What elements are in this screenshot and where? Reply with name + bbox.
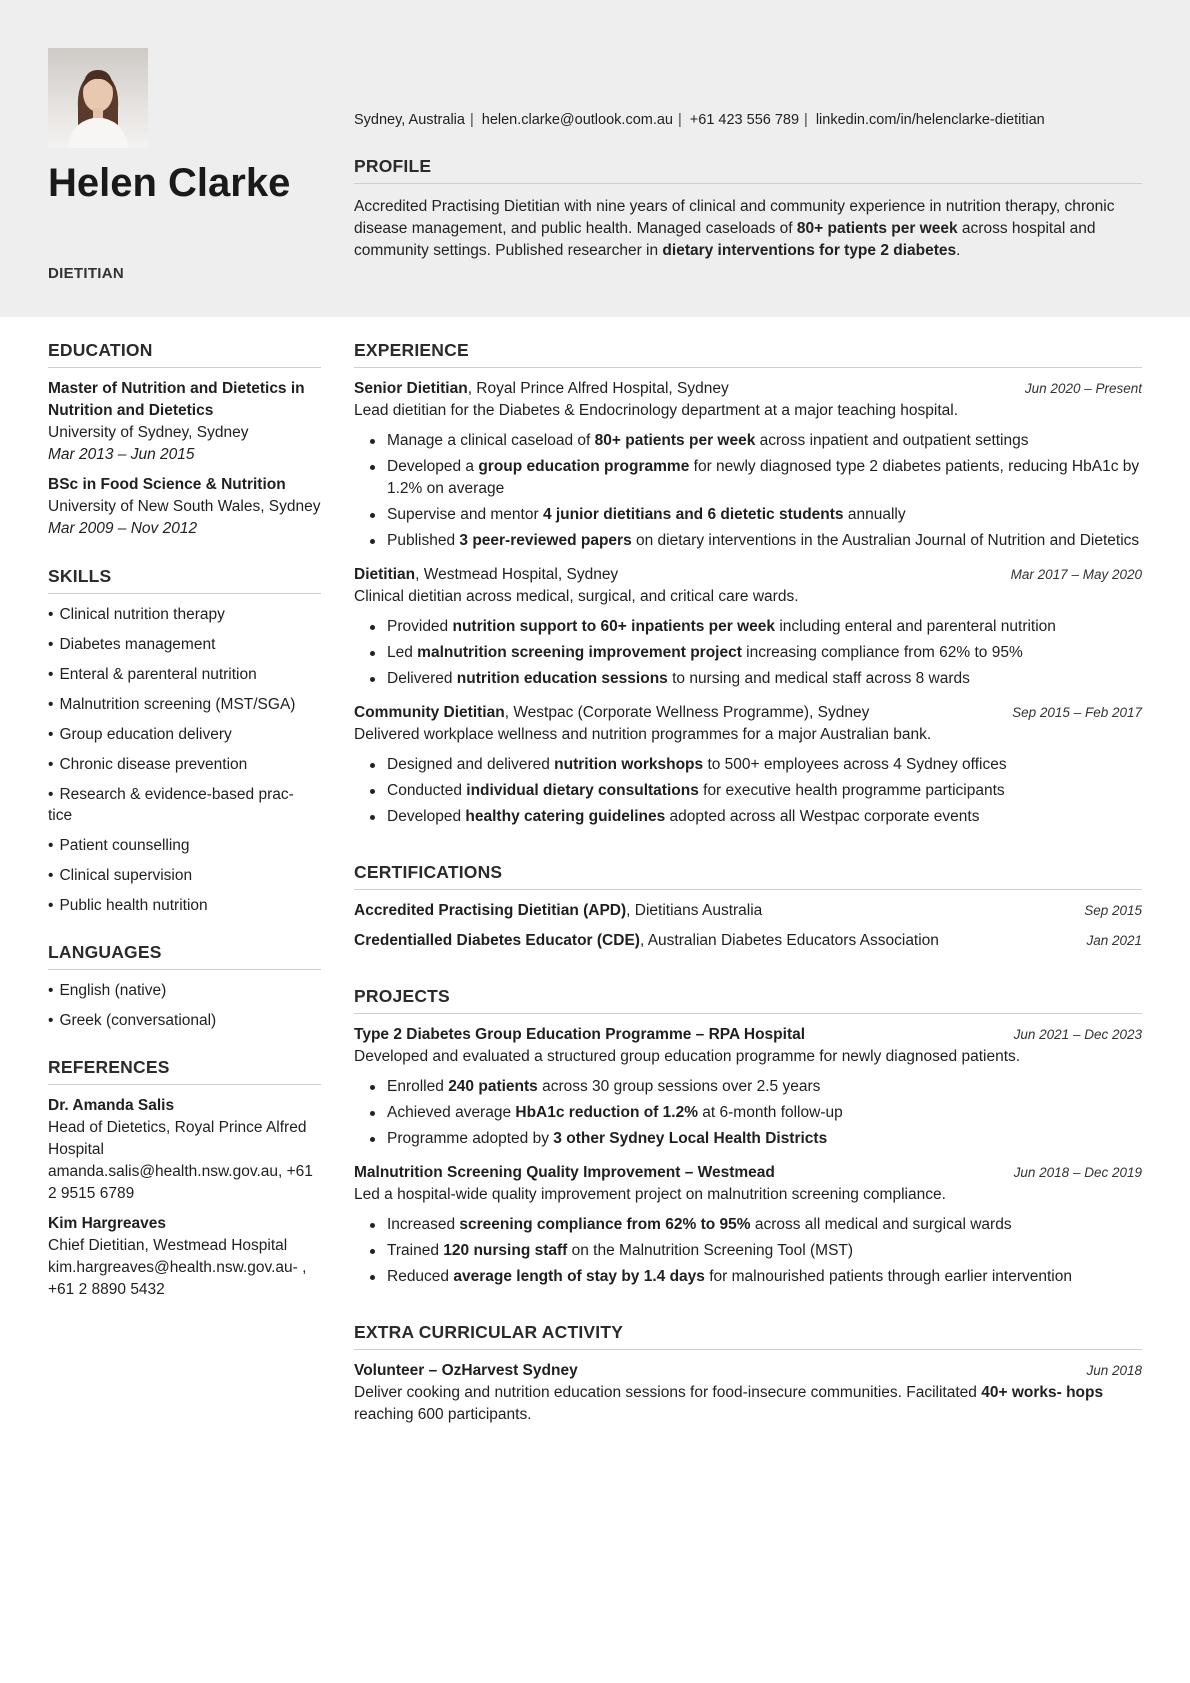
projects-title: PROJECTS — [354, 986, 1142, 1014]
reference-contact: kim.hargreaves@health.nsw.gov.au- , +61 2 8890 5432 — [48, 1259, 307, 1298]
references-title: REFERENCES — [48, 1057, 321, 1085]
education-dates: Mar 2009 – Nov 2012 — [48, 520, 198, 537]
job-bullet: Developed a group education programme for newly diagnosed type 2 diabetes patients, reducing HbA1c by 1.2% on average — [387, 456, 1142, 500]
project-bullet: Reduced average length of stay by 1.4 days for malnourished patients through earlier intervention — [387, 1266, 1142, 1288]
project-bullet: Programme adopted by 3 other Sydney Local Health Districts — [387, 1128, 1142, 1150]
job-bullet: Conducted individual dietary consultations for executive health programme participants — [387, 780, 1142, 802]
reference-contact: amanda.salis@health.nsw.gov.au, +61 2 9515 6789 — [48, 1163, 313, 1202]
location-text: Sydney, Australia — [354, 112, 465, 128]
education-school: University of New South Wales, Sydney — [48, 498, 321, 515]
profile-summary: Accredited Practising Dietitian with nine years of clinical and community experience in nutrition therapy, chronic disease management, and public health. Managed caseloads of 80+ patients per week across hospital and community settings. Published researcher in dietary interventions for type 2 diabetes. — [354, 198, 1115, 259]
job-bullet: Designed and delivered nutrition workshops to 500+ employees across 4 Sydney offices — [387, 754, 1142, 776]
job-title: Dietitian, Westmead Hospital, Sydney — [354, 566, 619, 583]
job-bullet: Supervise and mentor 4 junior dietitians and 6 dietetic students annually — [387, 504, 1142, 526]
skill-item: • Group education delivery — [48, 726, 232, 743]
project-bullet: Trained 120 nursing staff on the Malnutrition Screening Tool (MST) — [387, 1240, 1142, 1262]
languages-section — [48, 942, 321, 1031]
job-description: Delivered workplace wellness and nutrition programmes for a major Australian bank. — [354, 726, 932, 743]
skill-item: • Public health nutrition — [48, 897, 208, 914]
skill-item: • Clinical supervision — [48, 867, 193, 884]
email-link[interactable]: helen.clarke@outlook.com.au — [481, 112, 673, 128]
job-title: Senior Dietitian, Royal Prince Alfred Hospital, Sydney — [354, 380, 729, 397]
language-item: • English (native) — [48, 982, 167, 999]
reference-position: Head of Dietetics, Royal Prince Alfred Hospital — [48, 1119, 307, 1158]
certification-item: Accredited Practising Dietitian (APD), Dietitians Australia Sep 2015 — [354, 902, 1142, 919]
job-entry — [354, 378, 1142, 552]
education-degree: BSc in Food Science & Nutrition — [48, 476, 286, 493]
job-description: Clinical dietitian across medical, surgical, and critical care wards. — [354, 588, 799, 605]
activity-date: Jun 2018 — [1086, 1363, 1142, 1378]
activity-name: Volunteer – OzHarvest Sydney — [354, 1362, 578, 1379]
skill-item: • Enteral & parenteral nutrition — [48, 666, 257, 683]
experience-section — [354, 340, 1142, 828]
candidate-role: DIETITIAN — [48, 265, 125, 282]
header-band — [0, 0, 1190, 317]
education-title: EDUCATION — [48, 340, 321, 368]
contact-line: Sydney, Australia | helen.clarke@outlook.com.au | +61 423 556 789 | linkedin.com/in/helenclarke-dietitian — [354, 112, 1045, 128]
job-entry — [354, 564, 1142, 690]
job-title: Community Dietitian, Westpac (Corporate Wellness Programme), Sydney — [354, 704, 870, 721]
project-name: Type 2 Diabetes Group Education Programme – RPA Hospital — [354, 1026, 806, 1043]
project-description: Developed and evaluated a structured group education programme for newly diagnosed patients. — [354, 1048, 1021, 1065]
linkedin-link[interactable]: linkedin.com/in/helenclarke-dietitian — [815, 112, 1045, 128]
project-description: Led a hospital-wide quality improvement project on malnutrition screening compliance. — [354, 1186, 946, 1203]
reference-name: Dr. Amanda Salis — [48, 1097, 175, 1114]
extra-curricular-section — [354, 1322, 1142, 1426]
certifications-title: CERTIFICATIONS — [354, 862, 1142, 890]
right-column — [354, 340, 1142, 1460]
job-bullet: Delivered nutrition education sessions to nursing and medical staff across 8 wards — [387, 668, 1142, 690]
project-entry — [354, 1162, 1142, 1288]
education-degree: Master of Nutrition and Dietetics in Nutrition and Dietetics — [48, 380, 305, 419]
skill-item: • Diabetes management — [48, 636, 216, 653]
skill-item: • Malnutrition screening (MST/SGA) — [48, 696, 296, 713]
projects-section — [354, 986, 1142, 1288]
activity-description: Deliver cooking and nutrition education sessions for food-insecure communities. Facilitated 40+ works- hops reaching 600 participants. — [354, 1384, 1104, 1423]
job-description: Lead dietitian for the Diabetes & Endocrinology department at a major teaching hospital. — [354, 402, 959, 419]
job-bullet: Provided nutrition support to 60+ inpatients per week including enteral and parenteral nutrition — [387, 616, 1142, 638]
job-dates: Sep 2015 – Feb 2017 — [1012, 705, 1142, 720]
phone-text: +61 423 556 789 — [689, 112, 800, 128]
references-section — [48, 1057, 321, 1301]
skill-item: • Clinical nutrition therapy — [48, 606, 225, 623]
extra-title: EXTRA CURRICULAR ACTIVITY — [354, 1322, 1142, 1350]
project-entry — [354, 1024, 1142, 1150]
certifications-section — [354, 862, 1142, 952]
profile-photo — [48, 48, 148, 148]
project-dates: Jun 2021 – Dec 2023 — [1013, 1027, 1142, 1042]
education-dates: Mar 2013 – Jun 2015 — [48, 446, 195, 463]
job-bullet: Manage a clinical caseload of 80+ patients per week across inpatient and outpatient settings — [387, 430, 1142, 452]
project-dates: Jun 2018 – Dec 2019 — [1013, 1165, 1142, 1180]
reference-position: Chief Dietitian, Westmead Hospital — [48, 1237, 288, 1254]
certification-date: Jan 2021 — [1086, 933, 1142, 948]
education-item — [48, 378, 321, 466]
job-bullet: Published 3 peer-reviewed papers on dietary interventions in the Australian Journal of Nutrition and Dietetics — [387, 530, 1142, 552]
certification-item: Credentialled Diabetes Educator (CDE), Australian Diabetes Educators Association Jan 2021 — [354, 932, 1142, 949]
candidate-name: Helen Clarke — [48, 161, 291, 205]
reference-name: Kim Hargreaves — [48, 1215, 167, 1232]
skill-item: • Research & evidence-based prac- tice — [48, 786, 294, 824]
job-dates: Mar 2017 – May 2020 — [1010, 567, 1142, 582]
skills-title: SKILLS — [48, 566, 321, 594]
project-bullet: Achieved average HbA1c reduction of 1.2% at 6-month follow-up — [387, 1102, 1142, 1124]
reference-item — [48, 1095, 321, 1205]
left-column — [48, 340, 321, 1327]
project-name: Malnutrition Screening Quality Improvement – Westmead — [354, 1164, 775, 1181]
job-dates: Jun 2020 – Present — [1024, 381, 1142, 396]
job-bullet: Developed healthy catering guidelines adopted across all Westpac corporate events — [387, 806, 1142, 828]
education-item — [48, 474, 321, 540]
certification-date: Sep 2015 — [1084, 903, 1142, 918]
experience-title: EXPERIENCE — [354, 340, 1142, 368]
job-entry — [354, 702, 1142, 828]
project-bullet: Increased screening compliance from 62% to 95% across all medical and surgical wards — [387, 1214, 1142, 1236]
skill-item: • Chronic disease prevention — [48, 756, 248, 773]
job-bullet: Led malnutrition screening improvement project increasing compliance from 62% to 95% — [387, 642, 1142, 664]
education-school: University of Sydney, Sydney — [48, 424, 249, 441]
skill-item: • Patient counselling — [48, 837, 190, 854]
language-item: • Greek (conversational) — [48, 1012, 217, 1029]
skills-section — [48, 566, 321, 916]
profile-title: PROFILE — [354, 156, 1142, 184]
profile-section — [354, 156, 1142, 262]
education-section — [48, 340, 321, 540]
project-bullet: Enrolled 240 patients across 30 group sessions over 2.5 years — [387, 1076, 1142, 1098]
reference-item — [48, 1213, 321, 1301]
languages-title: LANGUAGES — [48, 942, 321, 970]
